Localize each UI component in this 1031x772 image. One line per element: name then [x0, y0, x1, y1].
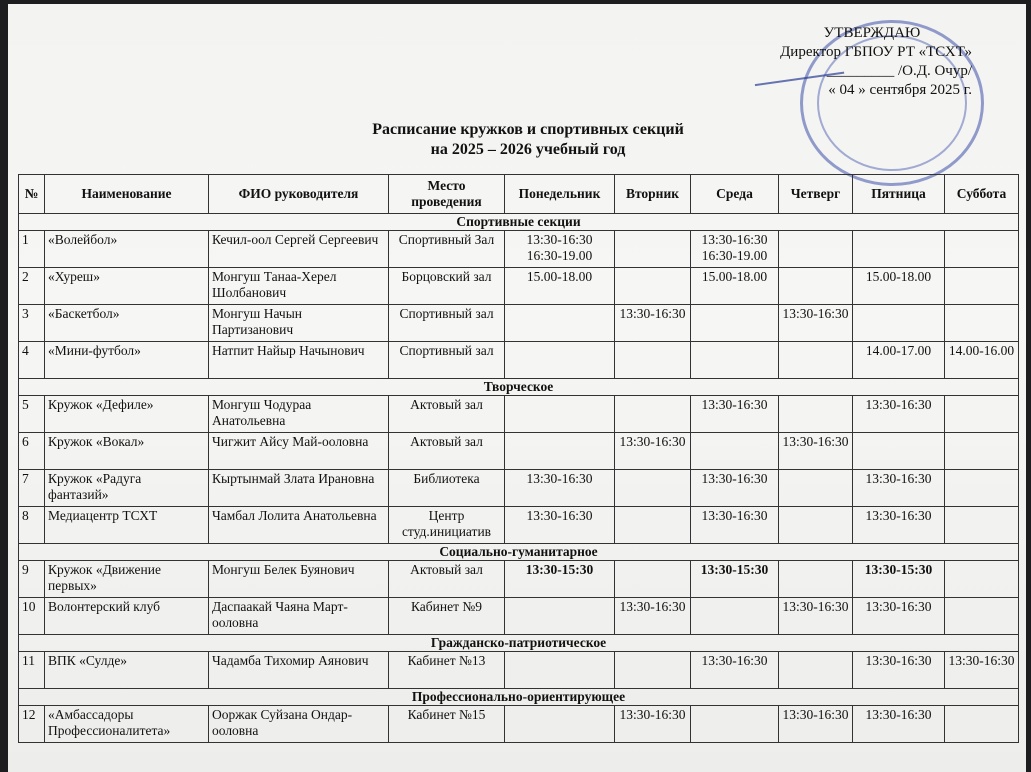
row-leader: Чигжит Айсу Май-ооловна [209, 433, 389, 470]
col-monday: Понедельник [505, 175, 615, 214]
row-leader: Монгуш Танаа-Херел Шолбанович [209, 268, 389, 305]
section-title: Социально-гуманитарное [19, 544, 1019, 561]
table-row [19, 433, 1019, 470]
row-friday [853, 305, 945, 342]
row-monday: 13:30-16:30 [505, 470, 615, 507]
row-saturday [945, 561, 1019, 598]
row-place: Спортивный Зал [389, 231, 505, 268]
title-line-1: Расписание кружков и спортивных секций [372, 121, 684, 138]
row-friday: 15.00-18.00 [853, 268, 945, 305]
row-tuesday [615, 342, 691, 379]
row-wednesday: 13:30-16:30 16:30-19.00 [691, 231, 779, 268]
row-name: «Амбассадоры Профессионалитета» [45, 706, 209, 743]
row-name: «Мини-футбол» [45, 342, 209, 379]
row-wednesday [691, 342, 779, 379]
row-thursday: 13:30-16:30 [779, 706, 853, 743]
row-place: Актовый зал [389, 433, 505, 470]
row-monday [505, 396, 615, 433]
section-header-row [19, 635, 1019, 652]
table-row [19, 470, 1019, 507]
row-leader: Кыртынмай Злата Ирановна [209, 470, 389, 507]
row-saturday [945, 470, 1019, 507]
section-header-row [19, 689, 1019, 706]
row-number: 3 [19, 305, 45, 342]
row-saturday: 14.00-16.00 [945, 342, 1019, 379]
row-wednesday: 13:30-16:30 [691, 652, 779, 689]
row-name: Медиацентр ТСХТ [45, 507, 209, 544]
row-tuesday [615, 561, 691, 598]
row-monday [505, 433, 615, 470]
row-leader: Монгуш Чодураа Анатольевна [209, 396, 389, 433]
row-wednesday: 13:30-16:30 [691, 507, 779, 544]
table-body [19, 214, 1019, 743]
row-saturday [945, 268, 1019, 305]
row-number: 5 [19, 396, 45, 433]
document-sheet [8, 4, 1026, 772]
row-place: Борцовский зал [389, 268, 505, 305]
row-number: 10 [19, 598, 45, 635]
row-name: «Хуреш» [45, 268, 209, 305]
table-row [19, 652, 1019, 689]
row-number: 11 [19, 652, 45, 689]
row-wednesday: 15.00-18.00 [691, 268, 779, 305]
row-tuesday: 13:30-16:30 [615, 598, 691, 635]
table-row [19, 342, 1019, 379]
section-header-row [19, 379, 1019, 396]
row-name: ВПК «Сулде» [45, 652, 209, 689]
row-friday: 13:30-16:30 [853, 598, 945, 635]
row-monday: 13:30-16:30 [505, 507, 615, 544]
col-saturday: Суббота [945, 175, 1019, 214]
row-saturday [945, 396, 1019, 433]
schedule-table [18, 174, 1019, 743]
row-place: Кабинет №9 [389, 598, 505, 635]
row-wednesday [691, 433, 779, 470]
row-wednesday [691, 598, 779, 635]
row-monday [505, 598, 615, 635]
row-place: Спортивный зал [389, 342, 505, 379]
row-thursday [779, 561, 853, 598]
row-tuesday [615, 231, 691, 268]
row-thursday [779, 268, 853, 305]
table-row [19, 396, 1019, 433]
row-leader: Даспаакай Чаяна Март-ооловна [209, 598, 389, 635]
col-leader: ФИО руководителя [209, 175, 389, 214]
row-monday: 13:30-15:30 [505, 561, 615, 598]
table-row [19, 561, 1019, 598]
row-tuesday [615, 652, 691, 689]
row-tuesday [615, 470, 691, 507]
row-tuesday [615, 507, 691, 544]
row-wednesday [691, 305, 779, 342]
row-monday: 15.00-18.00 [505, 268, 615, 305]
row-leader: Кечил-оол Сергей Сергеевич [209, 231, 389, 268]
row-leader: Монгуш Белек Буянович [209, 561, 389, 598]
section-title: Гражданско-патриотическое [19, 635, 1019, 652]
row-friday: 13:30-16:30 [853, 652, 945, 689]
col-thursday: Четверг [779, 175, 853, 214]
col-name: Наименование [45, 175, 209, 214]
row-tuesday: 13:30-16:30 [615, 706, 691, 743]
table-row [19, 305, 1019, 342]
row-saturday [945, 706, 1019, 743]
row-leader: Натпит Найыр Начынович [209, 342, 389, 379]
row-friday: 13:30-16:30 [853, 706, 945, 743]
row-number: 7 [19, 470, 45, 507]
row-name: Кружок «Радуга фантазий» [45, 470, 209, 507]
row-friday: 14.00-17.00 [853, 342, 945, 379]
row-friday: 13:30-15:30 [853, 561, 945, 598]
row-wednesday: 13:30-16:30 [691, 396, 779, 433]
row-number: 8 [19, 507, 45, 544]
row-number: 1 [19, 231, 45, 268]
row-saturday [945, 433, 1019, 470]
title-line-2: на 2025 – 2026 учебный год [430, 141, 626, 158]
approval-date: « 04 » сентября 2025 г. [828, 82, 972, 98]
row-monday [505, 342, 615, 379]
row-saturday [945, 507, 1019, 544]
row-thursday: 13:30-16:30 [779, 598, 853, 635]
row-friday [853, 433, 945, 470]
row-friday: 13:30-16:30 [853, 507, 945, 544]
approval-signature-line: _________ /О.Д. Очур/ [826, 63, 972, 79]
row-number: 4 [19, 342, 45, 379]
row-saturday [945, 231, 1019, 268]
col-number: № [19, 175, 45, 214]
row-wednesday [691, 706, 779, 743]
table-row [19, 231, 1019, 268]
row-name: Кружок «Движение первых» [45, 561, 209, 598]
row-tuesday [615, 396, 691, 433]
row-leader: Ооржак Суйзана Ондар-ооловна [209, 706, 389, 743]
row-thursday [779, 652, 853, 689]
row-friday: 13:30-16:30 [853, 470, 945, 507]
row-tuesday: 13:30-16:30 [615, 305, 691, 342]
row-place: Библиотека [389, 470, 505, 507]
approval-heading: УТВЕРЖДАЮ [823, 25, 921, 41]
col-place: Место проведения [389, 175, 505, 214]
row-name: Кружок «Дефиле» [45, 396, 209, 433]
table-row [19, 706, 1019, 743]
col-wednesday: Среда [691, 175, 779, 214]
row-leader: Чадамба Тихомир Аянович [209, 652, 389, 689]
row-number: 6 [19, 433, 45, 470]
row-name: «Волейбол» [45, 231, 209, 268]
row-friday: 13:30-16:30 [853, 396, 945, 433]
row-thursday [779, 396, 853, 433]
table-header-row [19, 175, 1019, 214]
table-row [19, 598, 1019, 635]
row-thursday: 13:30-16:30 [779, 433, 853, 470]
row-place: Актовый зал [389, 561, 505, 598]
row-place: Спортивный зал [389, 305, 505, 342]
section-header-row [19, 214, 1019, 231]
row-tuesday: 13:30-16:30 [615, 433, 691, 470]
col-friday: Пятница [853, 175, 945, 214]
row-thursday [779, 342, 853, 379]
document-title [308, 120, 748, 160]
row-thursday [779, 231, 853, 268]
row-wednesday: 13:30-16:30 [691, 470, 779, 507]
row-name: Кружок «Вокал» [45, 433, 209, 470]
row-friday [853, 231, 945, 268]
row-place: Кабинет №15 [389, 706, 505, 743]
approval-position: Директор ГБПОУ РТ «ТСХТ» [780, 44, 972, 60]
section-header-row [19, 544, 1019, 561]
row-name: «Баскетбол» [45, 305, 209, 342]
col-tuesday: Вторник [615, 175, 691, 214]
row-monday [505, 652, 615, 689]
table-row [19, 507, 1019, 544]
row-place: Актовый зал [389, 396, 505, 433]
row-leader: Монгуш Начын Партизанович [209, 305, 389, 342]
row-thursday [779, 507, 853, 544]
row-number: 9 [19, 561, 45, 598]
row-monday [505, 706, 615, 743]
row-saturday: 13:30-16:30 [945, 652, 1019, 689]
row-saturday [945, 305, 1019, 342]
section-title: Творческое [19, 379, 1019, 396]
row-wednesday: 13:30-15:30 [691, 561, 779, 598]
row-leader: Чамбал Лолита Анатольевна [209, 507, 389, 544]
row-number: 12 [19, 706, 45, 743]
row-place: Центр студ.инициатив [389, 507, 505, 544]
row-tuesday [615, 268, 691, 305]
row-place: Кабинет №13 [389, 652, 505, 689]
row-thursday: 13:30-16:30 [779, 305, 853, 342]
section-title: Профессионально-ориентирующее [19, 689, 1019, 706]
row-monday [505, 305, 615, 342]
approval-block [732, 24, 972, 100]
table-row [19, 268, 1019, 305]
row-thursday [779, 470, 853, 507]
row-number: 2 [19, 268, 45, 305]
section-title: Спортивные секции [19, 214, 1019, 231]
row-saturday [945, 598, 1019, 635]
row-monday: 13:30-16:30 16:30-19.00 [505, 231, 615, 268]
row-name: Волонтерский клуб [45, 598, 209, 635]
